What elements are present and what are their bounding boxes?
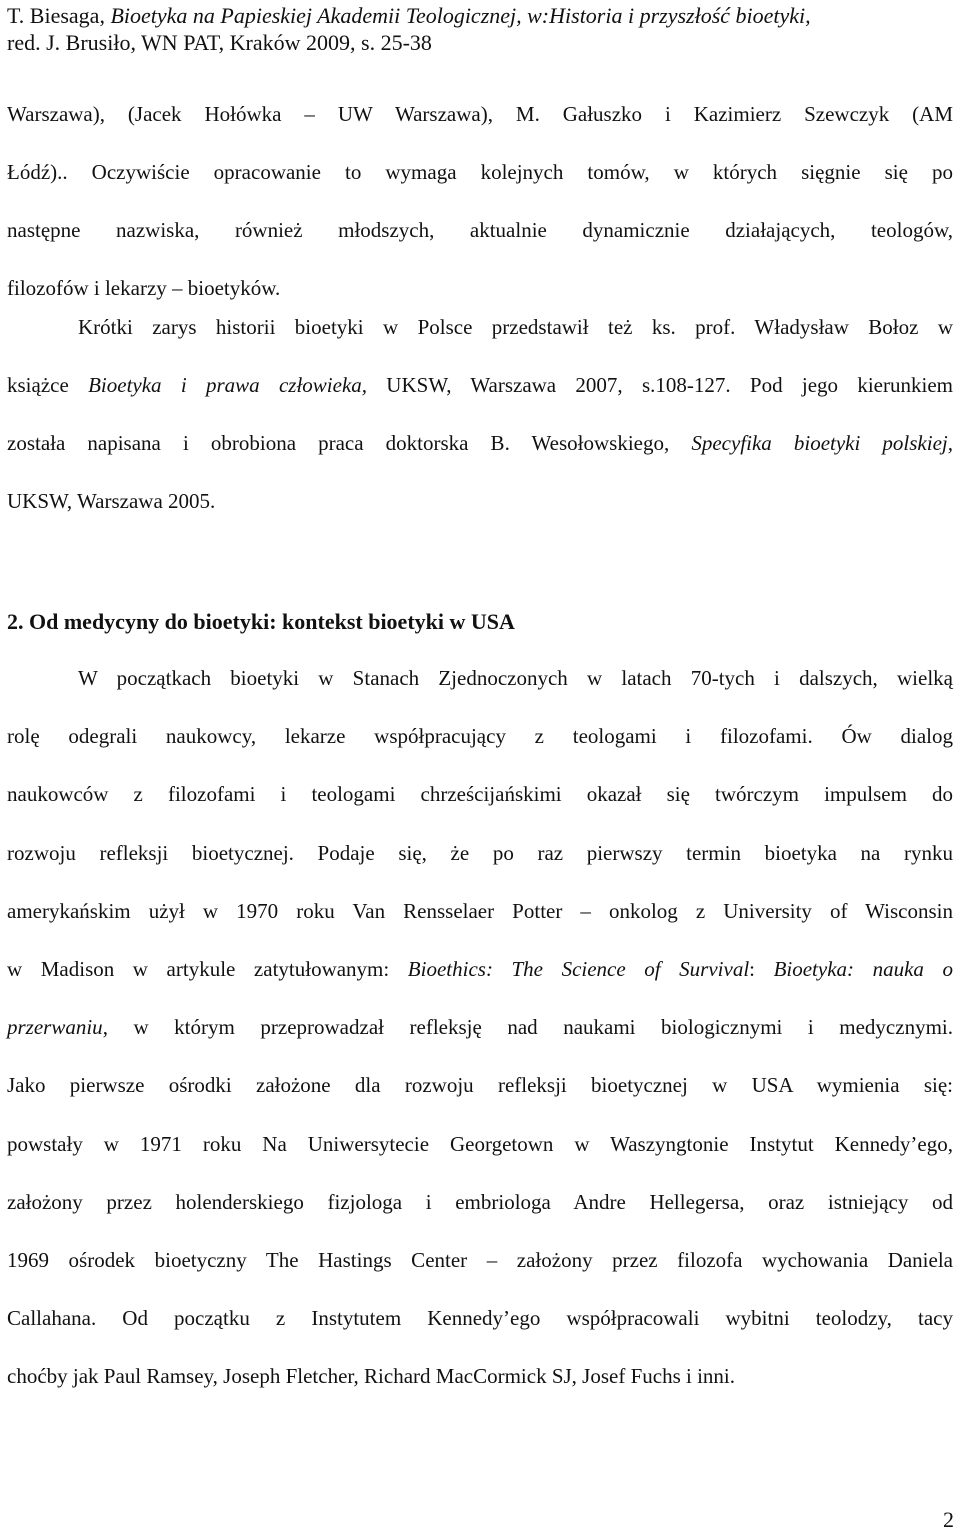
- text-line: UKSW, Warszawa 2005.: [7, 489, 216, 513]
- text-line: Jako pierwsze ośrodki założone dla rozwoju refleksji bioetycznej w USA wymienia się:: [7, 1073, 953, 1098]
- text-line: 1969 ośrodek bioetyczny The Hastings Center – założony przez filozofa wychowania Daniela: [7, 1248, 953, 1273]
- text-line: choćby jak Paul Ramsey, Joseph Fletcher, Richard MacCormick SJ, Josef Fuchs i inni.: [7, 1364, 736, 1389]
- section-heading: 2. Od medycyny do bioetyki: kontekst bioetyki w USA: [7, 609, 515, 634]
- text-line: Warszawa), (Jacek Hołówka – UW Warszawa), M. Gałuszko i Kazimierz Szewczyk (AM: [7, 102, 953, 126]
- page-number: 2: [943, 1507, 954, 1532]
- text-line: amerykańskim użył w 1970 roku Van Rensselaer Potter – onkolog z University of Wisconsin: [7, 898, 953, 923]
- citation-line-2: red. J. Brusiło, WN PAT, Kraków 2009, s. 25-38: [7, 30, 432, 55]
- text-line: przerwaniu, w którym przeprowadzał refleksję nad naukami biologicznymi i medycznymi.: [7, 1015, 953, 1040]
- text-line: Callahana. Od początku z Instytutem Kennedy’ego współpracowali wybitni teolodzy, tacy: [7, 1306, 953, 1331]
- text-line: następne nazwiska, również młodszych, aktualnie dynamicznie działających, teologów,: [7, 218, 953, 242]
- text-line: Łódź).. Oczywiście opracowanie to wymaga kolejnych tomów, w których sięgnie się po: [7, 160, 953, 184]
- text-line: filozofów i lekarzy – bioetyków.: [7, 276, 281, 300]
- paragraph-polish-history: [7, 298, 953, 530]
- text-line: w Madison w artykule zatytułowanym: Bioethics: The Science of Survival: Bioetyka: nauka o: [7, 957, 953, 982]
- paragraph-usa-context: [7, 649, 953, 1406]
- text-line: książce Bioetyka i prawa człowieka, UKSW, Warszawa 2007, s.108-127. Pod jego kierunkiem: [7, 373, 953, 397]
- citation-header: [7, 2, 953, 56]
- text-line: W początkach bioetyki w Stanach Zjednoczonych w latach 70-tych i dalszych, wielką: [78, 666, 953, 690]
- paragraph-continued: [7, 85, 953, 317]
- text-line: powstały w 1971 roku Na Uniwersytecie Georgetown w Waszyngtonie Instytut Kennedy’ego,: [7, 1131, 953, 1156]
- citation-line-1: T. Biesaga, Bioetyka na Papieskiej Akademii Teologicznej, w:Historia i przyszłość bioetyki,: [7, 3, 811, 28]
- text-line: została napisana i obrobiona praca doktorska B. Wesołowskiego, Specyfika bioetyki polskiej,: [7, 431, 953, 455]
- text-line: rolę odegrali naukowcy, lekarze współpracujący z teologami i filozofami. Ów dialog: [7, 724, 953, 749]
- text-line: rozwoju refleksji bioetycznej. Podaje się, że po raz pierwszy termin bioetyka na rynku: [7, 840, 953, 865]
- text-line: Krótki zarys historii bioetyki w Polsce przedstawił też ks. prof. Władysław Bołoz w: [78, 315, 953, 339]
- text-line: naukowców z filozofami i teologami chrześcijańskimi okazał się twórczym impulsem do: [7, 782, 953, 807]
- text-line: założony przez holenderskiego fizjologa i embriologa Andre Hellegersa, oraz istniejący od: [7, 1189, 953, 1214]
